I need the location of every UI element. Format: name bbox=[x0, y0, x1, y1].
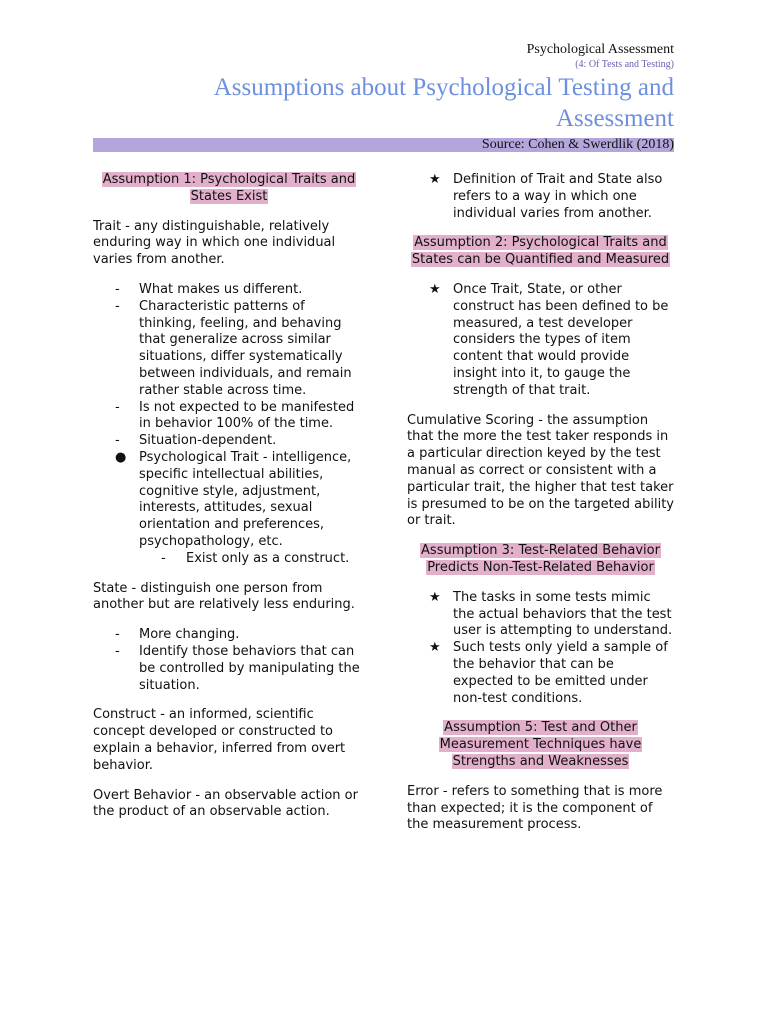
trait-definition: Trait - any distinguishable, relatively enduring way in which one individual varies from another. bbox=[93, 218, 336, 268]
list-item-text: Definition of Trait and State also refers to a way in which one individual varies from another. bbox=[453, 172, 663, 221]
assumption-3-heading bbox=[407, 543, 674, 577]
star-icon: ★ bbox=[429, 640, 441, 656]
cumulative-scoring-definition: Cumulative Scoring - the assumption that the more the test taker responds in a particular direction keyed by the test manual as correct or consistent with a particular trait, the higher that test taker is presumed to be on the targeted ability or trait. bbox=[407, 412, 674, 529]
list-item bbox=[93, 450, 365, 551]
list-item bbox=[407, 172, 674, 222]
dash-marker: - bbox=[115, 399, 120, 415]
list-item bbox=[93, 551, 365, 568]
list-item bbox=[407, 282, 674, 400]
list-item bbox=[93, 433, 365, 450]
list-item-text: Is not expected to be manifested in behavior 100% of the time. bbox=[139, 399, 355, 432]
assumption-2-list bbox=[407, 282, 674, 400]
list-item-text: Characteristic patterns of thinking, feeling, and behaving that generalize across similar situations, differ systematically between individuals, and remain rather stable across time. bbox=[139, 298, 352, 398]
list-item-text: Identify those behaviors that can be controlled by manipulating the situation. bbox=[139, 643, 360, 693]
construct-definition: Construct - an informed, scientific concept developed or constructed to explain a behavior, inferred from overt behavior. bbox=[93, 707, 346, 773]
assumption-3-text: Assumption 3: Test-Related Behavior Predicts Non-Test-Related Behavior bbox=[421, 543, 660, 575]
list-item bbox=[407, 640, 674, 707]
list-item-text: More changing. bbox=[139, 627, 240, 643]
overt-behavior-definition: Overt Behavior - an observable action or the product of an observable action. bbox=[93, 787, 358, 820]
list-item-text: Situation-dependent. bbox=[139, 433, 277, 449]
star-icon: ★ bbox=[429, 172, 441, 187]
assumption-3-list bbox=[407, 590, 674, 708]
dash-marker: - bbox=[115, 627, 120, 643]
list-item bbox=[93, 644, 365, 694]
dash-marker: - bbox=[161, 550, 166, 566]
dash-marker: - bbox=[115, 433, 120, 449]
list-item bbox=[93, 282, 365, 299]
list-item-text: What makes us different. bbox=[139, 281, 303, 297]
chapter-label: (4: Of Tests and Testing) bbox=[575, 59, 674, 70]
list-item bbox=[93, 400, 365, 434]
left-column bbox=[93, 172, 365, 834]
page-title: Assumptions about Psychological Testing and Assessment bbox=[213, 74, 674, 132]
assumption-1-text: Assumption 1: Psychological Traits and States Exist bbox=[102, 172, 356, 204]
definition-note-list bbox=[407, 172, 674, 222]
list-item bbox=[407, 590, 674, 640]
state-definition: State - distinguish one person from another but are relatively less enduring. bbox=[93, 580, 355, 613]
bullet-dot-icon: ● bbox=[115, 449, 127, 465]
dash-marker: - bbox=[115, 298, 120, 314]
list-item bbox=[93, 299, 365, 400]
list-item bbox=[93, 627, 365, 644]
state-list bbox=[93, 627, 365, 694]
error-definition: Error - refers to something that is more than expected; it is the component of the measurement process. bbox=[407, 783, 663, 833]
course-name: Psychological Assessment bbox=[526, 42, 674, 57]
dash-marker: - bbox=[115, 643, 120, 659]
trait-list bbox=[93, 282, 365, 568]
source-citation: Source: Cohen & Swerdlik (2018) bbox=[481, 137, 674, 152]
assumption-5-text: Assumption 5: Test and Other Measurement Techniques have Strengths and Weaknesses bbox=[439, 720, 642, 769]
assumption-2-text: Assumption 2: Psychological Traits and States can be Quantified and Measured bbox=[411, 235, 670, 268]
list-item-text: Such tests only yield a sample of the behavior that can be expected to be emitted under non-test conditions. bbox=[453, 640, 668, 706]
right-column bbox=[407, 172, 674, 847]
list-item-text: Once Trait, State, or other construct has been defined to be measured, a test developer considers the types of item content that would provide insight into it, to gauge the strength of that trait. bbox=[453, 281, 669, 398]
assumption-1-heading bbox=[93, 172, 365, 206]
star-icon: ★ bbox=[429, 589, 441, 605]
assumption-5-heading bbox=[407, 720, 674, 770]
star-icon: ★ bbox=[429, 281, 441, 297]
dash-marker: - bbox=[115, 281, 120, 297]
list-item-text: The tasks in some tests mimic the actual behaviors that the test user is attempting to understand. bbox=[453, 589, 673, 639]
list-item-text: Exist only as a construct. bbox=[186, 550, 350, 566]
list-item-text: Psychological Trait - intelligence, specific intellectual abilities, cognitive style, adjustment, interests, attitudes, sexual orientation and preferences, psychopathology, etc. bbox=[139, 449, 352, 549]
assumption-2-heading bbox=[407, 235, 674, 269]
